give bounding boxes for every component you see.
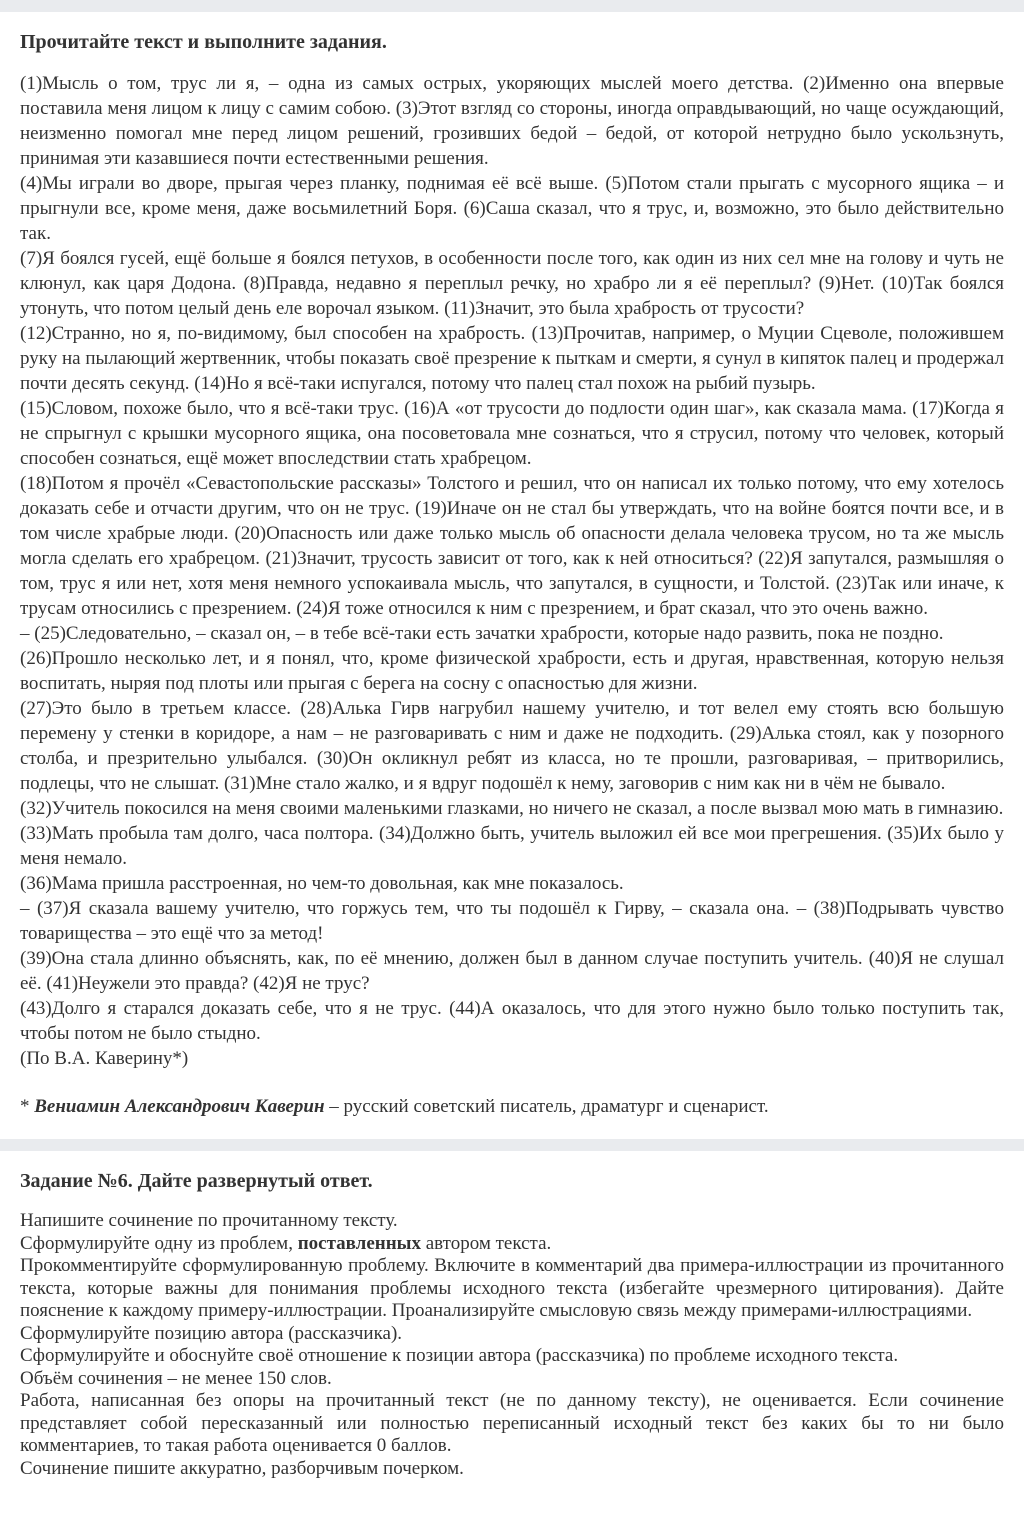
task-line-handwriting: Сочинение пишите аккуратно, разборчивым почерком. <box>20 1457 464 1479</box>
reading-instruction-heading: Прочитайте текст и выполните задания. <box>20 31 387 53</box>
bottom-whitespace <box>20 1480 1004 1514</box>
text-paragraph-12: (36)Мама пришла расстроенная, но чем-то довольная, как мне показалось. <box>20 873 624 894</box>
task-line-intro: Напишите сочинение по прочитанному тексту. <box>20 1210 398 1231</box>
text-paragraph-1: (1)Мысль о том, трус ли я, – одна из самых острых, укоряющих мыслей моего детства. (2)Именно она впервые поставила меня лицом к лицу с самим собою. (3)Этот взгляд со стороны, иногда оправдывающий, но чаще осуждающий, неизменно помогал мне перед лицом решений, грозивших бедой – бедой, от которой нетрудно было ускользнуть, принимая эти казавшиеся почти естественными решения. <box>20 73 1004 169</box>
text-paragraph-9: (27)Это было в третьем классе. (28)Алька Гирв нагрубил нашему учителю, и тот велел ему стоять всю большую перемену у стенки в коридоре, а нам – не разговаривать с ним и даже не подходить. (29)Алька стоял, как у позорного столба, и презрительно улыбался. (30)Он окликнул ребят из класса, но те прошли, разговаривая, – притворились, подлецы, что не слышат. (31)Мне стало жалко, и я вдруг подошёл к нему, заговорив с ним как ни в чём не бывало. <box>20 698 1004 794</box>
text-paragraph-11: (33)Мать пробыла там долго, часа полтора. (34)Должно быть, учитель выложил ей все мои прегрешения. (35)Их было у меня немало. <box>20 823 1004 869</box>
task-line-warning: Работа, написанная без опоры на прочитанный текст (не по данному тексту), не оценивается. Если сочинение представляет собой пересказанный или полностью переписанный исходный текст без каких бы то ни было комментариев, то такая работа оценивается 0 баллов. <box>20 1390 1004 1456</box>
formulate-bold-word: поставленных <box>297 1232 421 1254</box>
text-paragraph-13: – (37)Я сказала вашему учителю, что горжусь тем, что ты подошёл к Гирву, – сказала она. – (38)Подрывать чувство товарищества – это ещё что за метод! <box>20 898 1004 944</box>
task-line-own-attitude: Сформулируйте и обоснуйте своё отношение к позиции автора (рассказчика) по проблеме исходного текста. <box>20 1345 899 1366</box>
formulate-post: автором текста. <box>420 1232 552 1254</box>
task-instructions <box>20 1210 1004 1480</box>
task-line-author-position: Сформулируйте позицию автора (рассказчика). <box>20 1322 403 1344</box>
text-paragraph-5: (15)Словом, похоже было, что я всё-таки трус. (16)А «от трусости до подлости один шаг», как сказала мама. (17)Когда я не спрыгнул с крышки мусорного ящика, она посоветовала мне сознаться, что я струсил, потому что человек, который способен сознаться, ещё может впоследствии стать храбрецом. <box>20 398 1004 469</box>
text-paragraph-15: (43)Долго я старался доказать себе, что я не трус. (44)А оказалось, что для этого нужно было только поступить так, чтобы потом не было стыдно. <box>20 998 1004 1044</box>
text-paragraph-14: (39)Она стала длинно объяснять, как, по её мнению, должен был в данном случае поступить учитель. (40)Я не слушал её. (41)Неужели это правда? (42)Я не трус? <box>20 948 1004 994</box>
author-footnote <box>20 1094 1004 1119</box>
text-paragraph-7: – (25)Следовательно, – сказал он, – в тебе всё-таки есть зачатки храбрости, которые надо развить, пока не поздно. <box>20 623 944 644</box>
source-text <box>20 71 1004 1071</box>
text-paragraph-8: (26)Прошло несколько лет, и я понял, что, кроме физической храбрости, есть и другая, нравственная, которую нельзя воспитать, ныряя под плоты или прыгая с берега на сосну с опасностью для жизни. <box>20 648 1004 694</box>
text-paragraph-4: (12)Странно, но я, по-видимому, был способен на храбрость. (13)Прочитав, например, о Муции Сцеволе, положившем руку на пылающий жертвенник, чтобы показать своё презрение к пыткам и смерти, я сунул в кипяток палец и продержал почти десять секунд. (14)Но я всё-таки испугался, потому что палец стал похож на рыбий пузырь. <box>20 323 1004 394</box>
task-line-comment: Прокомментируйте сформулированную проблему. Включите в комментарий два примера-иллюстрации из прочитанного текста, которые важны для понимания проблемы исходного текста (избегайте чрезмерного цитирования). Дайте пояснение к каждому примеру-иллюстрации. Проанализируйте смысловую связь между примерами-иллюстрациями. <box>20 1255 1004 1321</box>
task-section <box>0 1169 1024 1514</box>
task-line-formulate-problem <box>20 1233 1004 1256</box>
footnote-author-description: – русский советский писатель, драматург и сценарист. <box>324 1096 769 1117</box>
text-paragraph-6: (18)Потом я прочёл «Севастопольские рассказы» Толстого и решил, что он написал их только потому, что ему хотелось доказать себе и отчасти другим, что он не трус. (19)Иначе он не стал бы утверждать, что на войне боятся почти все, и в том числе храбрые люди. (20)Опасность или даже только мысль об опасности делала человека трусом, но та же мысль могла сделать его храбрецом. (21)Значит, трусость зависит от того, как к ней относиться? (22)Я запутался, размышляя о том, трус я или нет, хотя меня немного успокаивала мысль, что запутался, в сущности, и Толстой. (23)Так или иначе, к трусам относились с презрением. (24)Я тоже относился к ним с презрением, и брат сказал, что это очень важно. <box>20 473 1004 619</box>
top-section-bar <box>0 0 1024 12</box>
middle-section-bar <box>0 1139 1024 1151</box>
task-line-volume: Объём сочинения – не менее 150 слов. <box>20 1367 332 1389</box>
text-paragraph-3: (7)Я боялся гусей, ещё больше я боялся петухов, в особенности после того, как один из них сел мне на голову и чуть не клюнул, как царя Додона. (8)Правда, недавно я переплыл речку, но храбро ли я её переплыл? (9)Нет. (10)Так боялся утонуть, что потом целый день еле ворочал языком. (11)Значит, это была храбрость от трусости? <box>20 248 1004 319</box>
formulate-pre: Сформулируйте одну из проблем, <box>20 1232 298 1254</box>
footnote-author-name: Вениамин Александрович Каверин <box>34 1096 325 1117</box>
text-paragraph-2: (4)Мы играли во дворе, прыгая через планку, поднимая её всё выше. (5)Потом стали прыгать с мусорного ящика – и прыгнули все, кроме меня, даже восьмилетний Боря. (6)Саша сказал, что я трус, и, возможно, это было действительно так. <box>20 173 1004 244</box>
task-heading: Задание №6. Дайте развернутый ответ. <box>20 1170 373 1192</box>
reading-section <box>0 30 1024 1119</box>
text-attribution: (По В.А. Каверину*) <box>20 1048 189 1069</box>
footnote-marker: * <box>20 1096 35 1117</box>
text-paragraph-10: (32)Учитель покосился на меня своими маленькими глазками, но ничего не сказал, а после вызвал мою мать в гимназию. <box>20 798 1004 819</box>
